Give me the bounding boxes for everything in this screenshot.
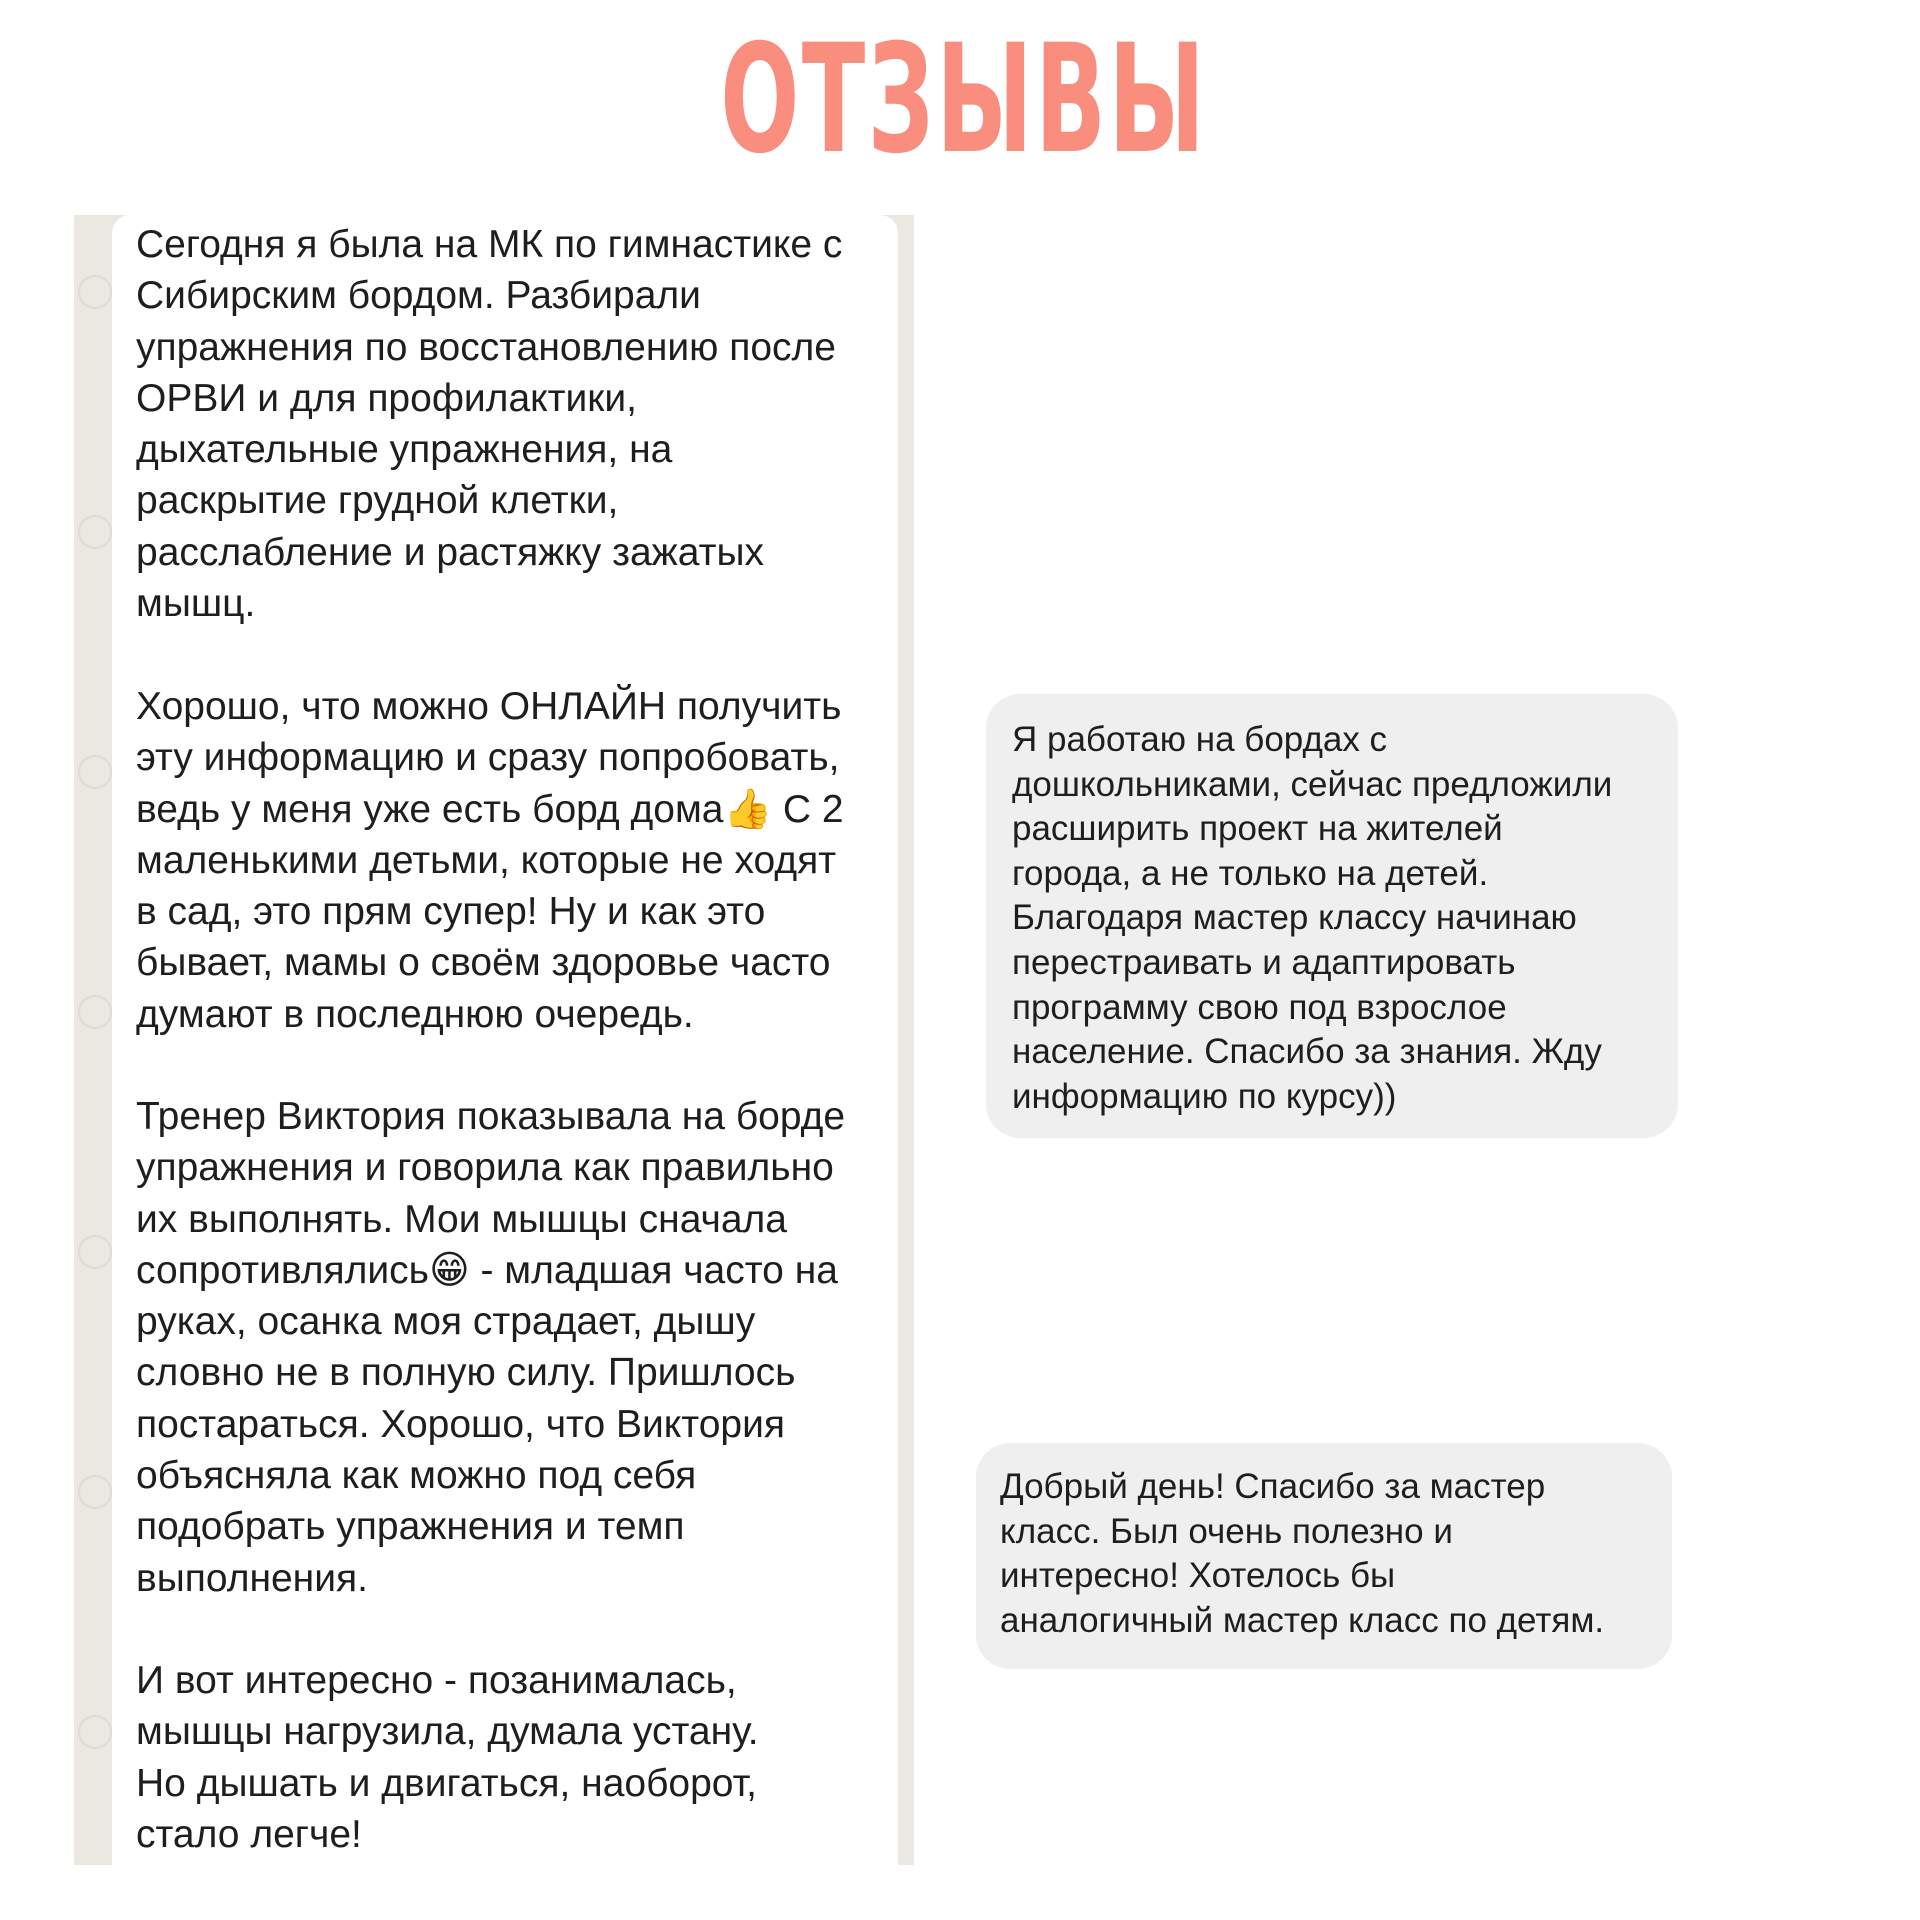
review-bubble xyxy=(976,1443,1672,1669)
wallpaper-doodle xyxy=(78,1235,112,1269)
wallpaper-doodle xyxy=(78,1715,112,1749)
message-paragraph: Сегодня я была на МК по гимнастике с Сибирским бордом. Разбирали упражнения по восстановлению после ОРВИ и для профилактики, дыхательные упражнения, на раскрытие грудной клетки, расслабление и растяжку зажатых мышц. xyxy=(136,223,843,626)
review-text: Я работаю на бордах с дошкольниками, сейчас предложили расширить проект на жителей города, а не только на детей. Благодаря мастер классу начинаю перестраивать и адаптировать программу свою под взрослое население. Спасибо за знания. Жду информацию по курсу)) xyxy=(1012,720,1613,1116)
message-paragraph: И вот интересно - позанималась, мышцы нагрузила, думала устану. Но дышать и двигаться, наоборот, стало легче! xyxy=(136,1659,759,1856)
wallpaper-doodle xyxy=(78,275,112,309)
wallpaper-doodle xyxy=(78,1475,112,1509)
wallpaper-doodle xyxy=(78,995,112,1029)
message-paragraph: Тренер Виктория показывала на борде упражнения и говорила как правильно их выполнять. Мои мышцы сначала сопротивлялись😁 - младшая часто на руках, осанка моя страдает, дышу словно не в полную силу. Пришлось постараться. Хорошо, что Виктория объясняла как можно под себя подобрать упражнения и темп выполнения. xyxy=(136,1095,846,1600)
review-message-main xyxy=(112,215,898,1865)
page-title: ОТЗЫВЫ xyxy=(720,13,1208,187)
wallpaper-doodle xyxy=(78,755,112,789)
review-bubble xyxy=(986,694,1678,1138)
review-text: Добрый день! Спасибо за мастер класс. Был очень полезно и интересно! Хотелось бы аналогичный мастер класс по детям. xyxy=(1000,1467,1605,1640)
message-paragraph: Хорошо, что можно ОНЛАЙН получить эту информацию и сразу попробовать, ведь у меня уже есть борд дома👍 С 2 маленькими детьми, которые не ходят в сад, это прям супер! Ну и как это бывает, мамы о своём здоровье часто думают в последнюю очередь. xyxy=(136,685,844,1036)
wallpaper-doodle xyxy=(78,515,112,549)
